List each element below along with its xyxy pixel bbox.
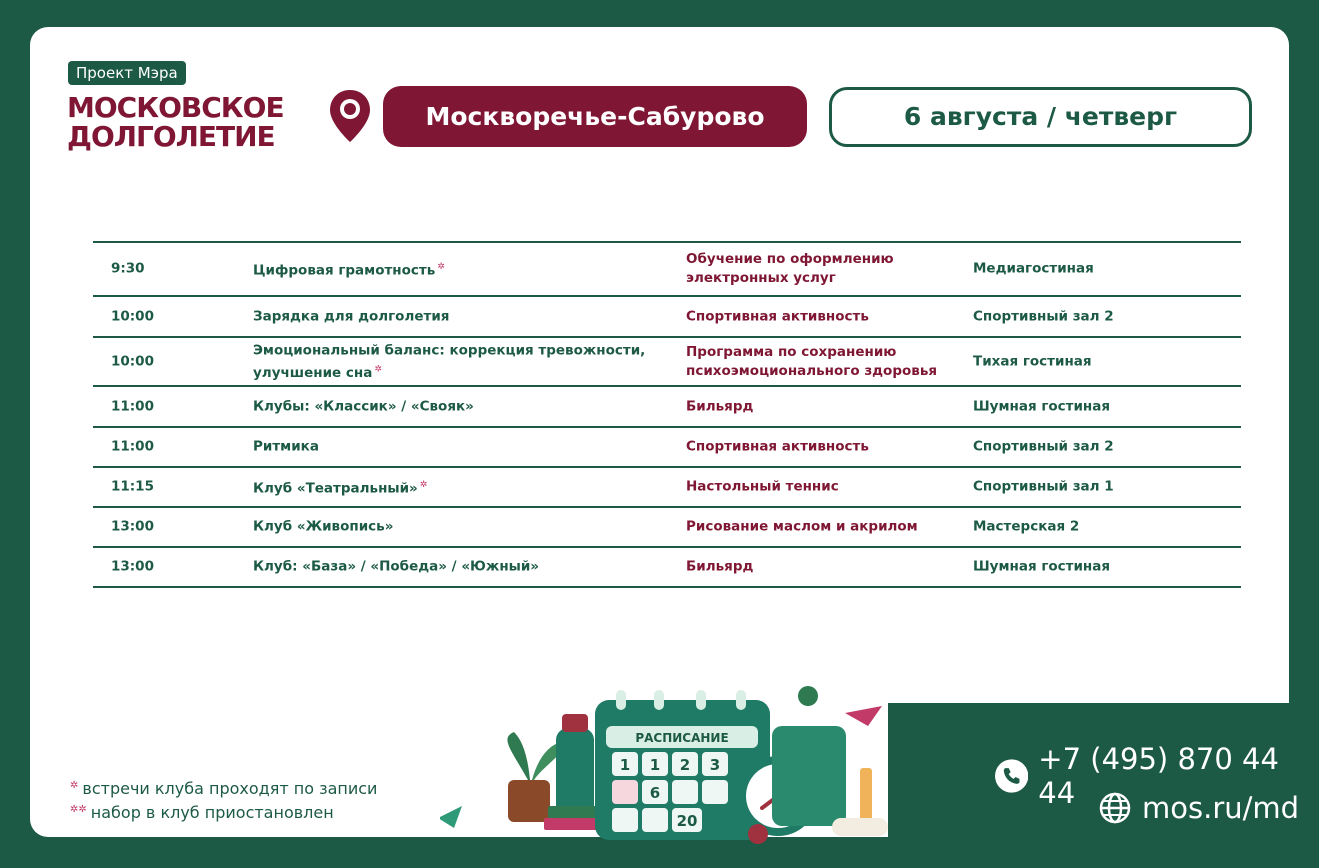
calendar-key-text: 2 (679, 756, 691, 774)
room-cell: Тихая гостиная (973, 353, 1092, 369)
room-cell: Шумная гостиная (973, 398, 1111, 414)
table-row (93, 241, 1241, 295)
calendar-key-text: 6 (649, 784, 661, 802)
calendar-key (642, 808, 668, 832)
footnote-signup (70, 779, 377, 798)
time-cell: 13:00 (111, 518, 154, 535)
leaf-left (507, 732, 530, 780)
signup-marker: ✲ (374, 363, 382, 374)
room-cell: Спортивный зал 2 (973, 308, 1114, 324)
district-label: Москворечье-Сабурово (383, 86, 807, 147)
eraser (832, 818, 888, 836)
category-cell: Спортивная активность (686, 308, 869, 324)
time-cell: 10:00 (111, 353, 154, 369)
schedule-illustration (440, 668, 920, 848)
category-cell: Спортивная активность (686, 438, 869, 455)
website-url: mos.ru/md (1142, 791, 1300, 825)
title-cell: Клуб «Живопись» (253, 518, 394, 535)
category-cell: Рисование маслом и акрилом (686, 518, 918, 535)
footnote-text: встречи клуба проходят по записи (82, 779, 378, 798)
category-cell: Бильярд (686, 398, 754, 414)
bottle-cap (562, 714, 588, 732)
table-row (93, 466, 1241, 506)
pencil-holder (772, 726, 846, 826)
table-row (93, 506, 1241, 546)
flower-pot (508, 780, 550, 822)
room-cell: Спортивный зал 1 (973, 478, 1114, 495)
calendar-key (612, 808, 638, 832)
time-cell: 11:15 (111, 478, 154, 495)
calendar-ring (654, 690, 664, 710)
paper-plane (440, 806, 462, 828)
date-label: 6 августа / четверг (829, 87, 1252, 147)
title-cell (253, 258, 653, 281)
schedule-table (93, 241, 1241, 588)
calendar-ring (736, 690, 746, 710)
table-row (93, 295, 1241, 336)
calendar-key-text: 1 (619, 756, 631, 774)
mayor-project-badge: Проект Мэра (68, 61, 186, 85)
time-cell: 10:00 (111, 308, 154, 324)
title-cell: Клуб: «База» / «Победа» / «Южный» (253, 558, 540, 575)
room-cell: Мастерская 2 (973, 518, 1080, 535)
calendar-key (702, 780, 728, 804)
title-text: Эмоциональный баланс: коррекция тревожности, улучшение сна (253, 341, 646, 381)
calendar-key (672, 780, 698, 804)
title-cell (253, 341, 653, 383)
title-text: Цифровая грамотность (253, 262, 436, 279)
calendar-ring (696, 690, 706, 710)
signup-marker: ✲ (419, 479, 428, 490)
signup-marker: ✲ (437, 261, 445, 272)
time-cell: 9:30 (111, 260, 145, 277)
calendar-key-text: 1 (649, 756, 661, 774)
category-cell: Программа по сохранению психоэмоционального здоровья (686, 343, 938, 379)
website-contact[interactable] (1098, 791, 1299, 825)
calendar-label: РАСПИСАНИЕ (635, 731, 729, 745)
title-cell: Зарядка для долголетия (253, 308, 450, 324)
globe-top (798, 686, 818, 706)
footnote-mark: ✲✲ (70, 803, 87, 815)
calendar-ring (616, 690, 626, 710)
phone-icon (995, 759, 1028, 793)
title-cell (253, 476, 653, 499)
title-text: Клуб «Театральный» (253, 480, 418, 497)
table-row (93, 546, 1241, 588)
footnote-closed (70, 803, 334, 822)
calendar-key-text: 3 (709, 756, 721, 774)
room-cell: Шумная гостиная (973, 558, 1111, 575)
room-cell: Спортивный зал 2 (973, 438, 1114, 455)
table-row (93, 336, 1241, 385)
calendar-key-text: 20 (676, 812, 698, 830)
category-cell: Настольный теннис (686, 478, 839, 495)
phone-number: +7 (495) 870 44 44 (1038, 742, 1279, 810)
footnote-text: набор в клуб приостановлен (90, 803, 334, 822)
category-cell: Бильярд (686, 558, 754, 575)
title-cell: Ритмика (253, 438, 319, 455)
table-row (93, 385, 1241, 426)
time-cell: 13:00 (111, 558, 154, 575)
time-cell: 11:00 (111, 438, 154, 455)
globe-icon (1098, 791, 1132, 825)
footnote-mark: ✲ (70, 779, 79, 791)
logo-line-2: ДОЛГОЛЕТИЕ (67, 120, 275, 153)
location-pin-icon (328, 88, 372, 144)
time-cell: 11:00 (111, 398, 154, 414)
category-cell: Обучение по оформлению электронных услуг (686, 251, 894, 286)
logo-line-1: МОСКОВСКОЕ (67, 91, 284, 124)
room-cell: Медиагостиная (973, 260, 1094, 277)
calendar-key (612, 780, 638, 804)
paper-plane (845, 706, 882, 726)
apple (748, 824, 768, 844)
title-cell: Клубы: «Классик» / «Свояк» (253, 398, 474, 414)
table-row (93, 426, 1241, 466)
